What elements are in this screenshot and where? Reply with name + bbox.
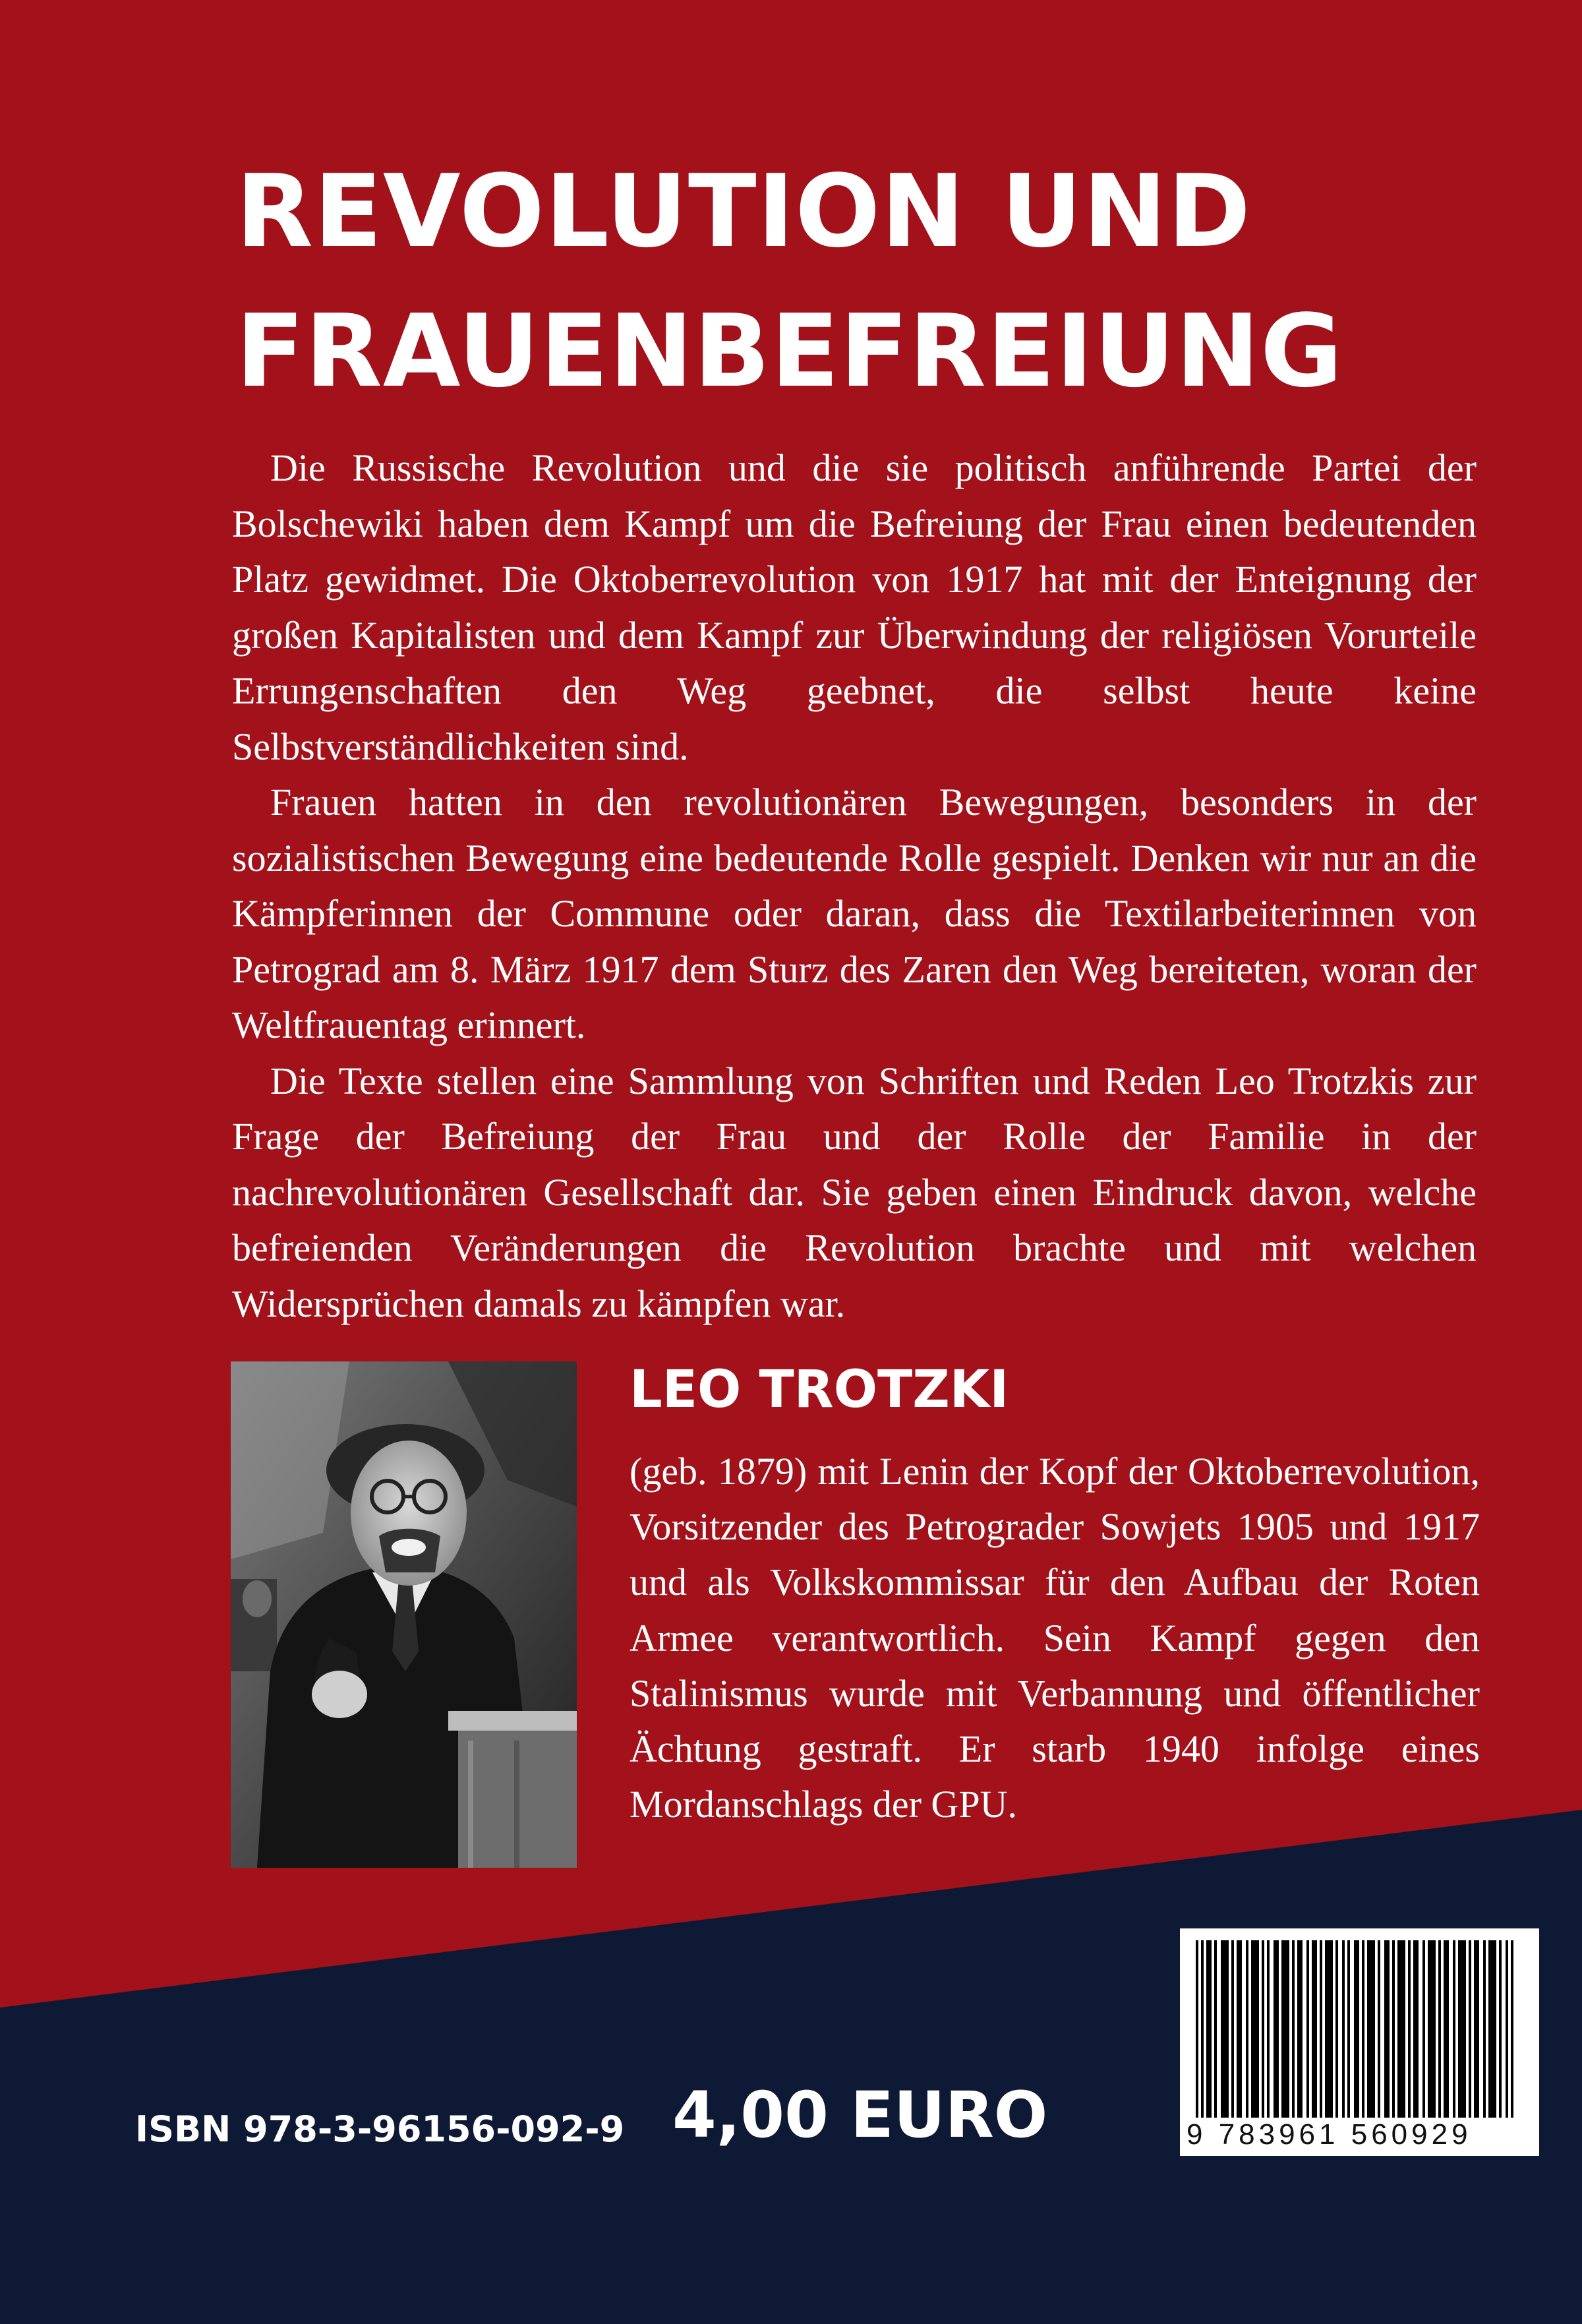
- barcode-digits: 9 783961 560929: [1186, 2118, 1533, 2152]
- author-bio: (geb. 1879) mit Lenin der Kopf der Oktoberrevolution, Vorsitzender des Petrograder Sowjets 1905 und 1917 und als Volkskommissar für den Aufbau der Roten Armee verantwortlich. Sein Kampf gegen den Stalinismus wurde mit Verbannung und öffentlicher Ächtung gestraft. Er starb 1940 infolge eines Mordanschlags der GPU.: [630, 1450, 1480, 1826]
- blurb-paragraph: Frauen hatten in den revolutionären Bewegungen, besonders in der sozialistischen Bewegung eine bedeutende Rolle gespielt. Denken wir nur an die Kämpferinnen der Commune oder daran, dass die Textilarbeiterinnen von Petrograd am 8. März 1917 dem Sturz des Zaren den Weg bereiteten, woran der Weltfrauentag erinnert.: [232, 781, 1477, 1046]
- isbn-label: ISBN 978-3-96156-092-9: [135, 2108, 625, 2150]
- title-line-2: FRAUENBEFREIUNG: [236, 293, 1343, 409]
- author-heading: LEO TROTZKI: [630, 1360, 1009, 1419]
- book-title: [236, 142, 1343, 421]
- title-line-1: REVOLUTION UND: [236, 153, 1252, 270]
- price-label: 4,00 EURO: [672, 2078, 1048, 2152]
- blurb-paragraph: Die Texte stellen eine Sammlung von Schriften und Reden Leo Trotzkis zur Frage der Befreiung der Frau und der Rolle der Familie in der nachrevolutionären Gesellschaft dar. Sie geben einen Eindruck davon, welche befreienden Veränderungen die Revolution brachte und mit welchen Widersprüchen damals zu kämpfen war.: [232, 1059, 1477, 1325]
- blurb-paragraph: Die Russische Revolution und die sie politisch anführende Partei der Bolschewiki haben dem Kampf um die Befreiung der Frau einen bedeutenden Platz gewidmet. Die Oktoberrevolution von 1917 hat mit der Enteignung der großen Kapitalisten und dem Kampf zur Überwindung der religiösen Vorurteile Errungenschaften den Weg geebnet, die selbst heute keine Selbstverständlichkeiten sind.: [232, 446, 1477, 768]
- author-photo: [231, 1361, 577, 1868]
- blurb-text: [232, 440, 1477, 1332]
